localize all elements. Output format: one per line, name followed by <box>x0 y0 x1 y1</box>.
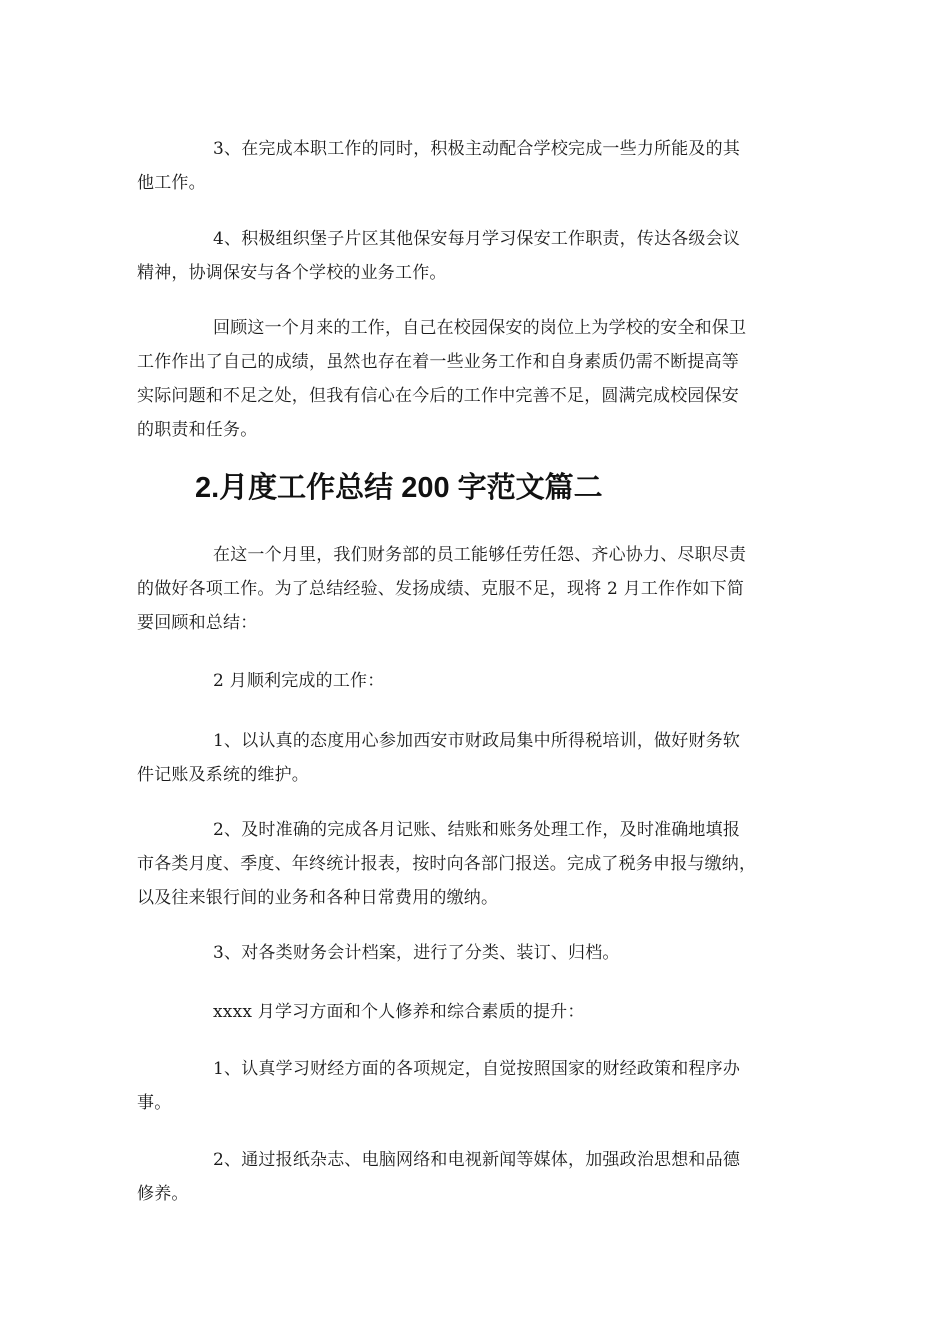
paragraph-review <box>137 311 819 447</box>
text-line: 3、对各类财务会计档案，进行了分类、装订、归档。 <box>213 943 620 963</box>
paragraph-completed-title <box>137 664 819 698</box>
section-heading: 2.月度工作总结 200 字范文篇二 <box>195 472 603 504</box>
text-line: 实际问题和不足之处，但我有信心在今后的工作中完善不足，圆满完成校园保安 <box>137 386 739 406</box>
text-line: 2 月顺利完成的工作： <box>213 671 385 691</box>
text-line: 修养。 <box>137 1184 189 1204</box>
text-line: 1、以认真的态度用心参加西安市财政局集中所得税培训，做好财务软 <box>213 731 741 751</box>
paragraph-intro <box>137 538 819 640</box>
text-line: 4、积极组织堡子片区其他保安每月学习保安工作职责，传达各级会议 <box>213 229 741 249</box>
text-line: 的做好各项工作。为了总结经验、发扬成绩、克服不足，现将 2 月工作作如下简 <box>137 579 745 599</box>
text-line: 他工作。 <box>137 173 206 193</box>
text-line: 工作作出了自己的成绩，虽然也存在着一些业务工作和自身素质仍需不断提高等 <box>137 352 739 372</box>
paragraph-study-title <box>137 995 819 1029</box>
paragraph-study-2 <box>137 1143 819 1211</box>
paragraph-study-1 <box>137 1052 819 1120</box>
text-line: 要回顾和总结： <box>137 613 258 633</box>
paragraph-duty-3 <box>137 132 819 200</box>
text-line: 精神，协调保安与各个学校的业务工作。 <box>137 263 447 283</box>
text-line: 1、认真学习财经方面的各项规定，自觉按照国家的财经政策和程序办 <box>213 1059 741 1079</box>
text-line: 的职责和任务。 <box>137 420 258 440</box>
paragraph-item-1 <box>137 724 819 792</box>
text-line: 市各类月度、季度、年终统计报表，按时向各部门报送。完成了税务申报与缴纳， <box>137 854 757 874</box>
text-line: 3、在完成本职工作的同时，积极主动配合学校完成一些力所能及的其 <box>213 139 741 159</box>
text-line: 在这一个月里，我们财务部的员工能够任劳任怨、齐心协力、尽职尽责 <box>213 545 747 565</box>
text-line: 2、通过报纸杂志、电脑网络和电视新闻等媒体，加强政治思想和品德 <box>213 1150 741 1170</box>
text-line: 以及往来银行间的业务和各种日常费用的缴纳。 <box>137 888 499 908</box>
text-line: 件记账及系统的维护。 <box>137 765 309 785</box>
paragraph-item-3 <box>137 936 819 970</box>
text-line: 2、及时准确的完成各月记账、结账和账务处理工作，及时准确地填报 <box>213 820 741 840</box>
paragraph-duty-4 <box>137 222 819 290</box>
text-line: xxxx 月学习方面和个人修养和综合素质的提升： <box>213 1002 585 1022</box>
text-line: 事。 <box>137 1093 172 1113</box>
text-line: 回顾这一个月来的工作，自己在校园保安的岗位上为学校的安全和保卫 <box>213 318 747 338</box>
paragraph-item-2 <box>137 813 819 915</box>
